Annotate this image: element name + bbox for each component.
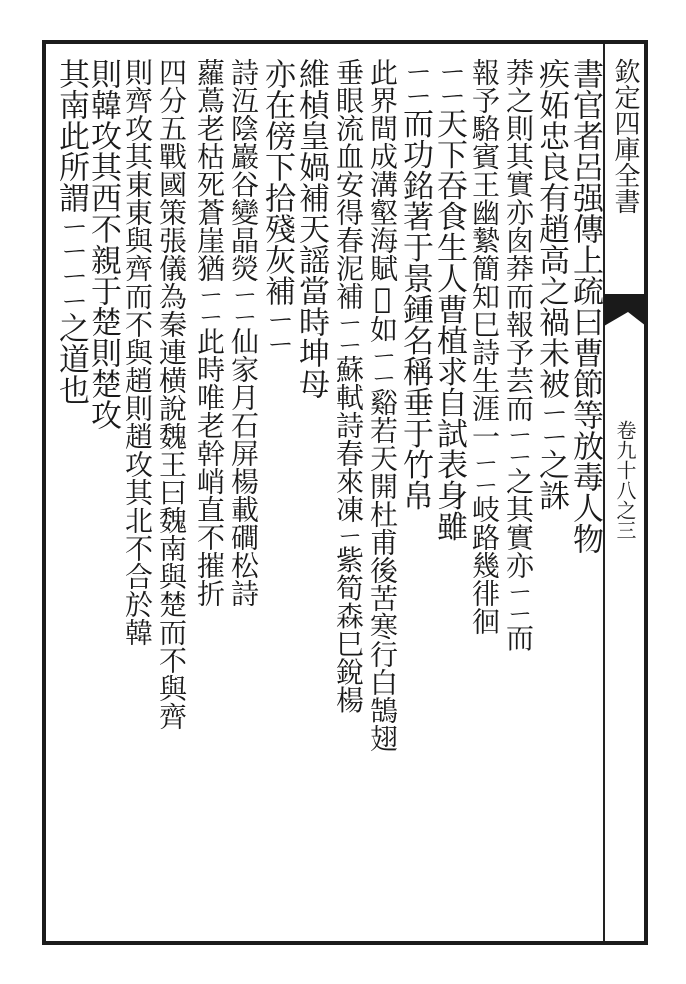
text-column-3: 莽之則其實亦囱莽而報予芸而ㄧㄧ之其實亦ㄧㄧ而 <box>502 58 535 652</box>
text-column-7: 此界間成溝壑海賦𨩲如ㄧㄧ谿若天開杜甫後苦寒行白鵠翅 <box>366 58 399 752</box>
text-column-5: ㄧㄧ天下吞食生人曹植求自試表身雖 <box>431 58 467 542</box>
text-column-10: 亦在傍下拾殘灰補ㄧㄧ <box>259 58 295 356</box>
text-column-1: 書官者呂强傳上疏曰曹節等放毒人物 <box>567 58 603 554</box>
text-column-15: 則韓攻其西不親于楚則楚攻 <box>85 58 121 430</box>
text-column-14: 則齊攻其東東與齊而不與趙則趙攻其北不合於韓 <box>121 58 154 646</box>
text-column-8: 垂眼流血安得春泥補ㄧㄧ蘇軾詩春來凍ㄧ紫筍森巳銳楊 <box>332 58 365 714</box>
text-column-2: 疾妬忠良有趙高之禍未被ㄧㄧ之誅 <box>533 58 569 511</box>
text-column-11: 詩沍陰巖谷變晶熒ㄧㄧ仙家月石屏楊載磵松詩 <box>227 58 260 607</box>
text-column-9: 維楨皇媧補天謡當時坤母 <box>293 58 329 399</box>
text-column-4: 報予駱賓王幽縶簡知巳詩生涯一ㄧㄧ岐路幾徘徊 <box>468 58 501 635</box>
text-column-6: ㄧㄧ而功銘著于景鍾名稱垂于竹帛 <box>397 58 433 511</box>
text-column-13: 四分五戰國策張儀為秦連横說魏王曰魏南與楚而不與齊 <box>155 58 188 730</box>
book-title: 欽定四庫全書 <box>610 58 640 214</box>
text-column-16: 其南此所謂ㄧㄧㄧㄧ之道也 <box>53 58 89 406</box>
text-column-12: 蘿蔦老枯死蒼崖猶ㄧㄧ此時唯老幹峭直不摧折 <box>193 58 226 607</box>
volume-label: 卷九十八之三 <box>613 420 637 540</box>
fishtail-mark <box>604 290 646 330</box>
